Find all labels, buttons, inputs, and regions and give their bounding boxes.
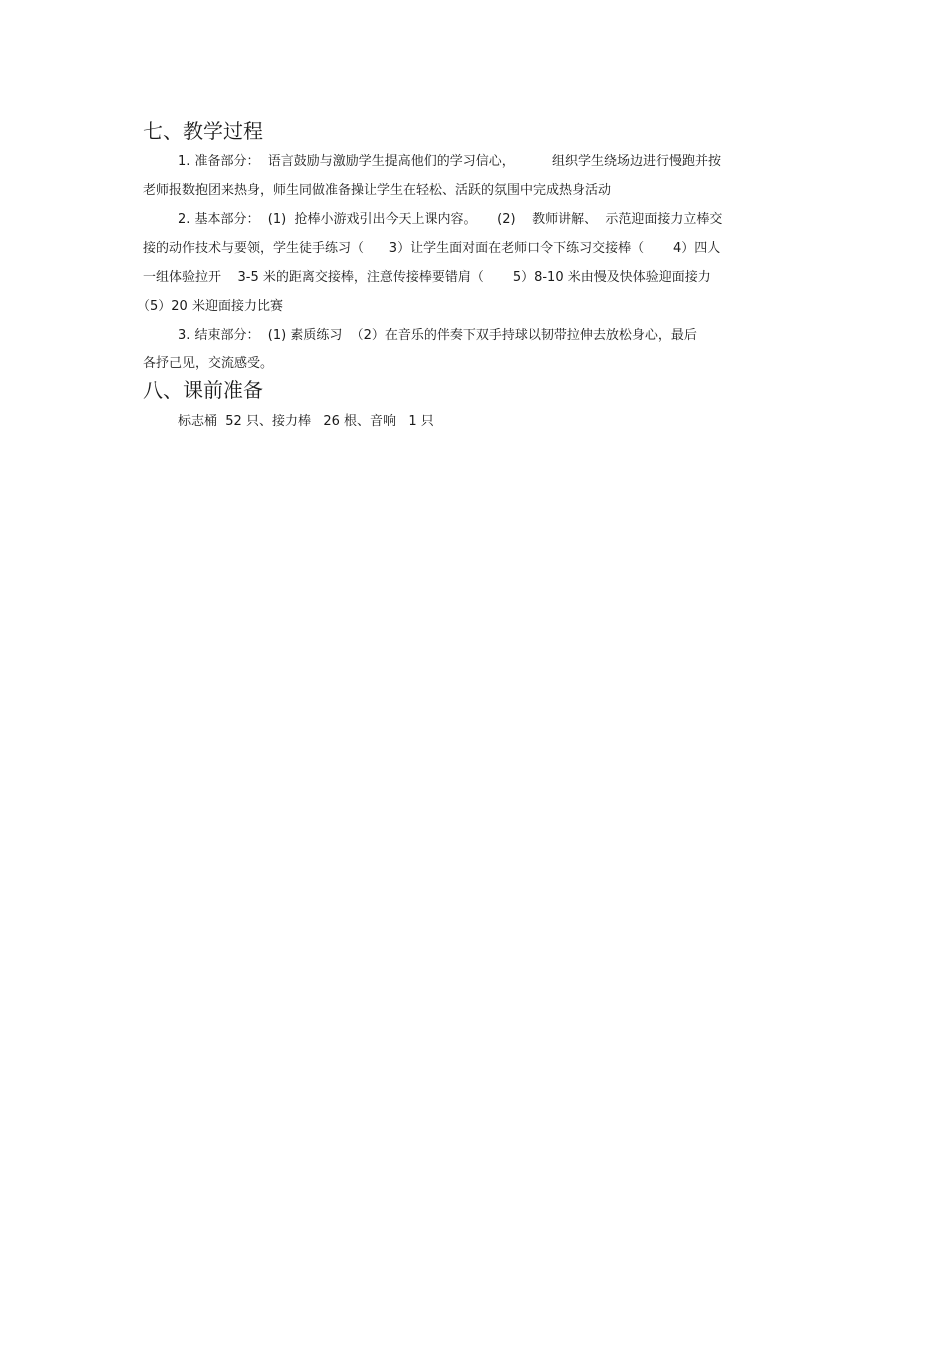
equipment-list-line: 标志桶 52 只、接力棒 26 根、音响 1 只 [178,414,434,429]
prep-part-line-1: 1. 准备部分： 语言鼓励与激励学生提高他们的学习信心， 组织学生绕场边进行慢跑并按 [178,154,721,169]
basic-part-line-3: 一组体验拉开 3-5 米的距离交接棒，注意传接棒要错肩（ 5）8-10 米由慢及快体验迎面接力 [143,270,711,285]
basic-part-line-2: 接的动作技术与要领，学生徒手练习（ 3）让学生面对面在老师口令下练习交接棒（ 4）四人 [143,241,721,256]
section-heading-teaching-process: 七、教学过程 [143,119,263,143]
basic-part-line-1: 2. 基本部分： (1) 抢棒小游戏引出今天上课内容。 (2) 教师讲解、 示范迎面接力立棒交 [178,212,723,227]
closing-part-line-2: 各抒己见，交流感受。 [143,356,274,371]
section-heading-preparation: 八、课前准备 [143,378,263,402]
basic-part-line-4: （5）20 米迎面接力比赛 [137,299,283,314]
prep-part-line-2: 老师报数抱团来热身，师生同做准备操让学生在轻松、活跃的氛围中完成热身活动 [143,183,612,198]
closing-part-line-1: 3. 结束部分： (1) 素质练习 （2）在音乐的伴奏下双手持球以韧带拉伸去放松身心，最后 [178,328,697,343]
